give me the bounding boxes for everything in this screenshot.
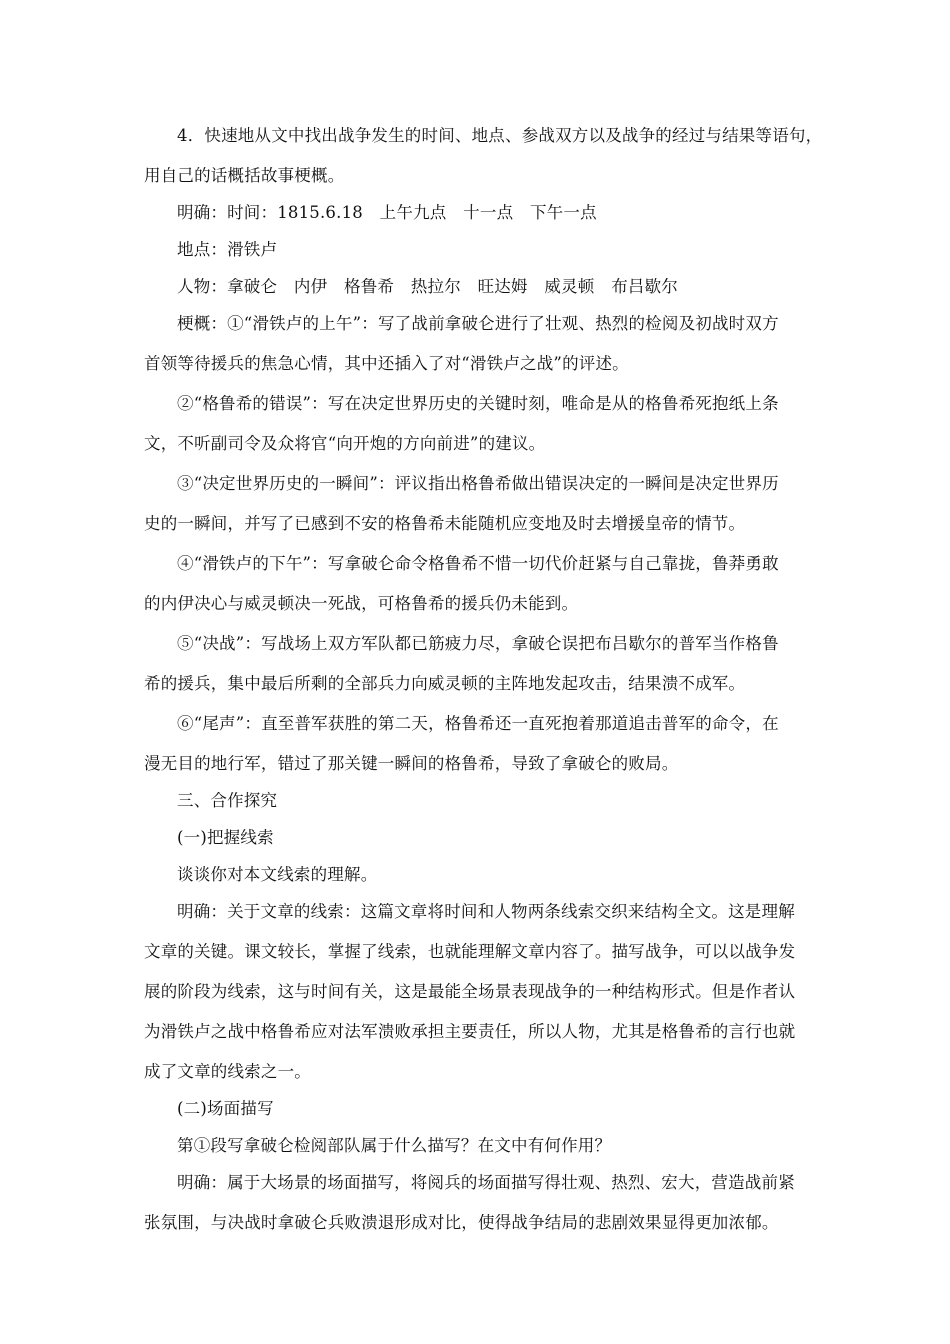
outline-3-line-2: 史的一瞬间，并写了已感到不安的格鲁希未能随机应变地及时去增援皇帝的情节。 bbox=[144, 514, 746, 533]
outline-1-line-2: 首领等待援兵的焦急心情，其中还插入了对“滑铁卢之战”的评述。 bbox=[144, 354, 629, 373]
outline-5-line-1: ⑤“决战”：写战场上双方军队都已筋疲力尽，拿破仑误把布吕歇尔的普军当作格鲁 bbox=[177, 634, 779, 653]
section-heading-cooperative-inquiry: 三、合作探究 bbox=[177, 791, 278, 810]
outline-6-line-2: 漫无目的地行军，错过了那关键一瞬间的格鲁希，导致了拿破仑的败局。 bbox=[144, 754, 679, 773]
scene-answer-line-2: 张氛围，与决战时拿破仑兵败溃退形成对比，使得战争结局的悲剧效果显得更加浓郁。 bbox=[144, 1213, 779, 1232]
answer-place: 地点：滑铁卢 bbox=[177, 240, 278, 259]
outline-2-line-2: 文，不听副司令及众将官“向开炮的方向前进”的建议。 bbox=[144, 434, 546, 453]
clues-answer-line-2: 文章的关键。课文较长，掌握了线索，也就能理解文章内容了。描写战争，可以以战争发 bbox=[144, 942, 796, 961]
scene-answer-line-1: 明确：属于大场景的场面描写，将阅兵的场面描写得壮观、热烈、宏大，营造战前紧 bbox=[177, 1173, 795, 1192]
question-4-line-2: 用自己的话概括故事梗概。 bbox=[144, 166, 345, 185]
question-4-line-1: 4．快速地从文中找出战争发生的时间、地点、参战双方以及战争的经过与结果等语句， bbox=[177, 126, 823, 145]
subsection-heading-scene-description: (二)场面描写 bbox=[177, 1099, 274, 1118]
answer-people: 人物：拿破仑 内伊 格鲁希 热拉尔 旺达姆 威灵顿 布吕歇尔 bbox=[177, 277, 678, 296]
outline-5-line-2: 希的援兵，集中最后所剩的全部兵力向威灵顿的主阵地发起攻击，结果溃不成军。 bbox=[144, 674, 746, 693]
outline-4-line-2: 的内伊决心与威灵顿决一死战，可格鲁希的援兵仍未能到。 bbox=[144, 594, 579, 613]
subsection-heading-clues: (一)把握线索 bbox=[177, 828, 274, 847]
clues-answer-line-5: 成了文章的线索之一。 bbox=[144, 1062, 311, 1081]
answer-time: 明确：时间：1815.6.18 上午九点 十一点 下午一点 bbox=[177, 203, 597, 222]
outline-3-line-1: ③“决定世界历史的一瞬间”：评议指出格鲁希做出错误决定的一瞬间是决定世界历 bbox=[177, 474, 779, 493]
clues-answer-line-1: 明确：关于文章的线索：这篇文章将时间和人物两条线索交织来结构全文。这是理解 bbox=[177, 902, 795, 921]
clues-question: 谈谈你对本文线索的理解。 bbox=[177, 865, 378, 884]
outline-1-line-1: 梗概：①“滑铁卢的上午”：写了战前拿破仑进行了壮观、热烈的检阅及初战时双方 bbox=[177, 314, 779, 333]
clues-answer-line-4: 为滑铁卢之战中格鲁希应对法军溃败承担主要责任，所以人物，尤其是格鲁希的言行也就 bbox=[144, 1022, 796, 1041]
document-body bbox=[144, 117, 823, 1241]
outline-4-line-1: ④“滑铁卢的下午”：写拿破仑命令格鲁希不惜一切代价赶紧与自己靠拢，鲁莽勇敢 bbox=[177, 554, 779, 573]
outline-6-line-1: ⑥“尾声”：直至普军获胜的第二天，格鲁希还一直死抱着那道追击普军的命令，在 bbox=[177, 714, 779, 733]
outline-2-line-1: ②“格鲁希的错误”：写在决定世界历史的关键时刻，唯命是从的格鲁希死抱纸上条 bbox=[177, 394, 779, 413]
clues-answer-line-3: 展的阶段为线索，这与时间有关，这是最能全场景表现战争的一种结构形式。但是作者认 bbox=[144, 982, 796, 1001]
scene-question: 第①段写拿破仑检阅部队属于什么描写？在文中有何作用？ bbox=[177, 1136, 612, 1155]
